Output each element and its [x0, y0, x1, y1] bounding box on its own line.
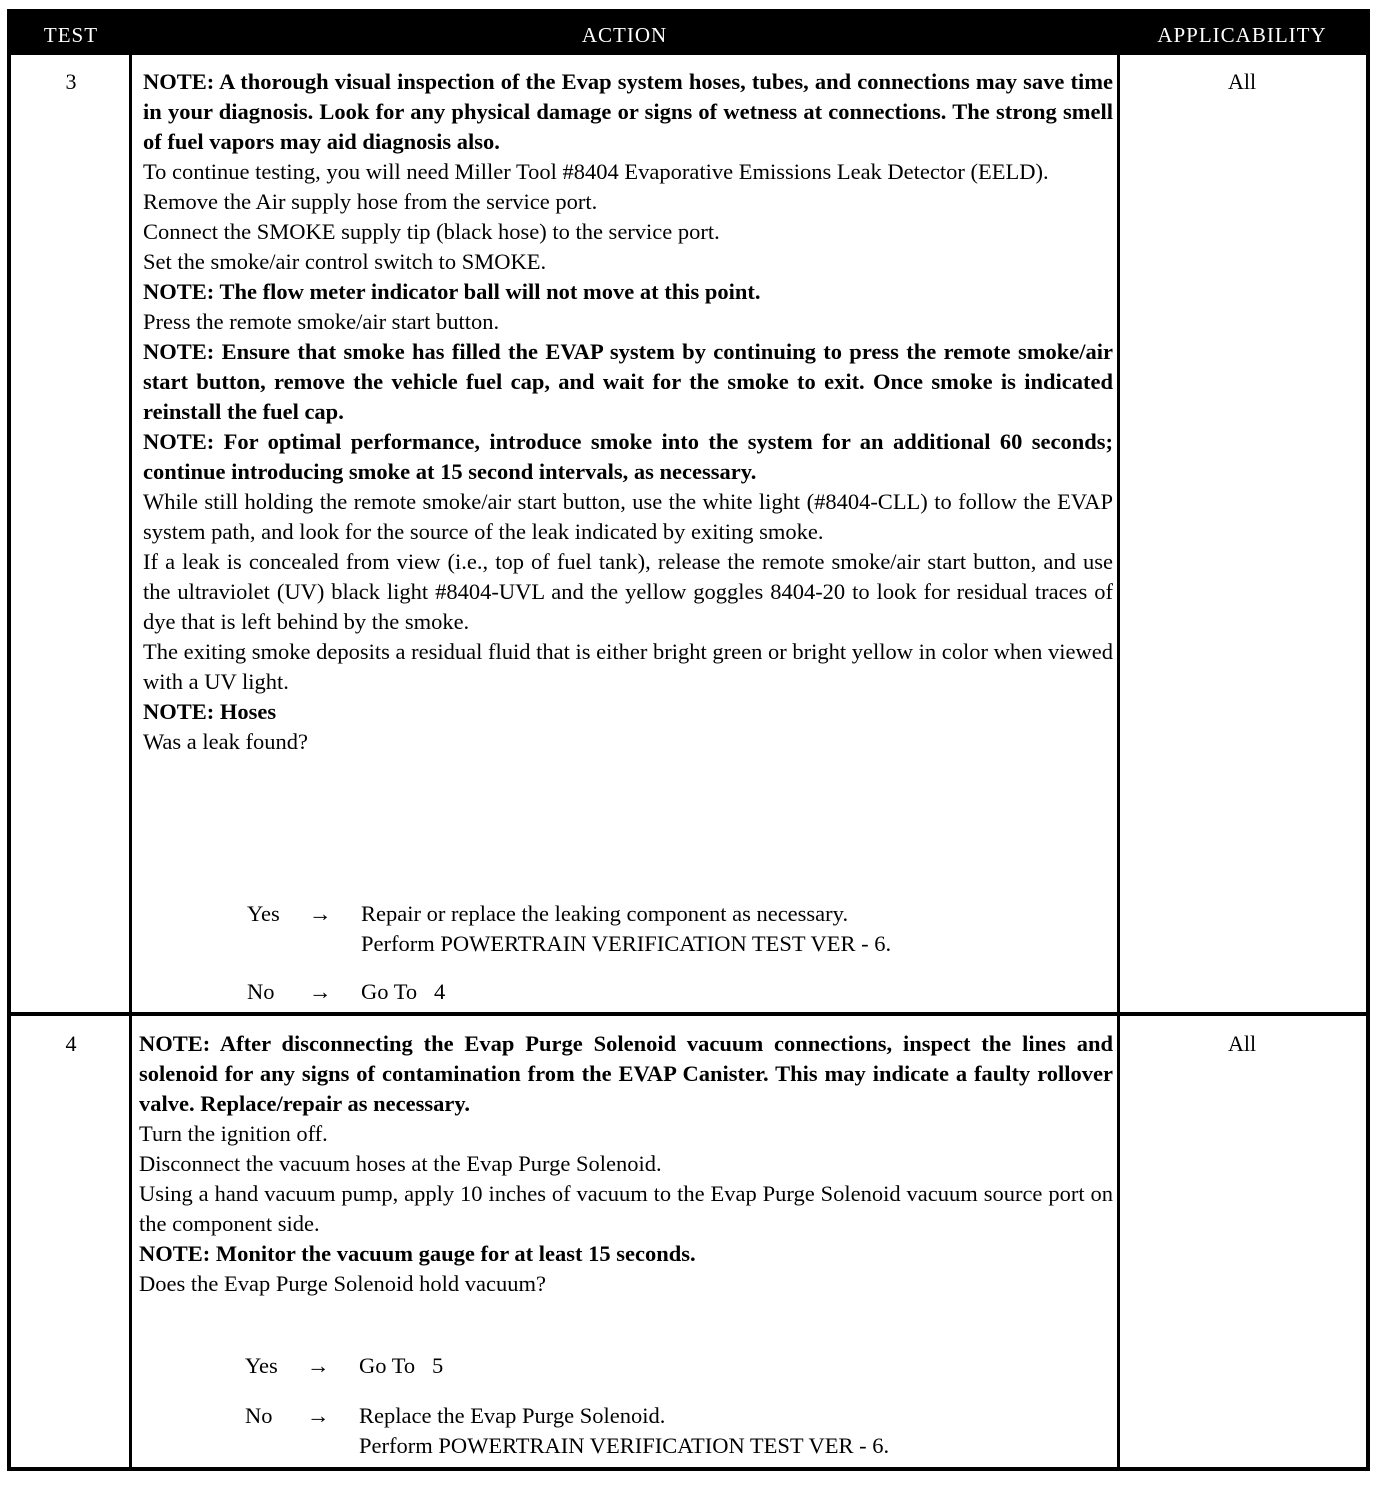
table-header [11, 13, 1366, 55]
result-no [245, 1401, 1105, 1461]
note-line: NOTE: The flow meter indicator ball will not move at this point. [143, 279, 761, 304]
row-divider [11, 1012, 1366, 1016]
instruction-line: Press the remote smoke/air start button. [143, 309, 500, 334]
instruction-line: Remove the Air supply hose from the service port. [143, 189, 598, 214]
result-line: Go To 4 [361, 979, 446, 1004]
instruction-line: While still holding the remote smoke/air start button, use the white light (#8404-CLL) to follow the EVAP system path, and look for the source of the leak indicated by exiting smoke. [143, 489, 1113, 544]
note-line: NOTE: Ensure that smoke has filled the EVAP system by continuing to press the remote smoke/air start button, remove the vehicle fuel cap, and wait for the smoke to exit. Once smoke is indicated reinstall the fuel cap. [143, 339, 1113, 424]
header-action: ACTION [581, 23, 668, 47]
action-text [143, 67, 1113, 757]
result-yes [247, 899, 1107, 959]
result-line: Perform POWERTRAIN VERIFICATION TEST VER - 6. [361, 931, 892, 956]
note-line: NOTE: After disconnecting the Evap Purge Solenoid vacuum connections, inspect the lines and solenoid for any signs of contamination from the EVAP Canister. This may indicate a faulty rollover valve. Replace/repair as necessary. [139, 1031, 1113, 1116]
note-line: NOTE: Hoses [143, 699, 277, 724]
result-line: Perform POWERTRAIN VERIFICATION TEST VER - 6. [359, 1433, 890, 1458]
applicability-value: All [1227, 69, 1257, 94]
result-line: Replace the Evap Purge Solenoid. [359, 1403, 666, 1428]
column-divider [129, 13, 132, 1467]
instruction-line: Disconnect the vacuum hoses at the Evap Purge Solenoid. [139, 1151, 662, 1176]
arrow-icon: → [309, 901, 332, 926]
question-line: Was a leak found? [143, 729, 308, 754]
diagnostic-table [7, 9, 1370, 1471]
column-divider [1117, 13, 1120, 1467]
question-line: Does the Evap Purge Solenoid hold vacuum? [139, 1271, 547, 1296]
answer-label: No [247, 979, 275, 1004]
result-yes [245, 1351, 1105, 1381]
header-applicability: APPLICABILITY [1157, 23, 1327, 47]
test-number: 4 [65, 1031, 77, 1056]
answer-label: No [245, 1403, 273, 1428]
arrow-icon: → [307, 1353, 330, 1378]
instruction-line: The exiting smoke deposits a residual fluid that is either bright green or bright yellow in color when viewed with a UV light. [143, 639, 1113, 694]
action-text [139, 1029, 1113, 1299]
answer-label: Yes [247, 901, 280, 926]
instruction-line: Connect the SMOKE supply tip (black hose) to the service port. [143, 219, 720, 244]
arrow-icon: → [309, 979, 332, 1004]
instruction-line: To continue testing, you will need Miller Tool #8404 Evaporative Emissions Leak Detector (EELD). [143, 159, 1049, 184]
result-line: Go To 5 [359, 1353, 444, 1378]
result-line: Repair or replace the leaking component as necessary. [361, 901, 849, 926]
note-line: NOTE: Monitor the vacuum gauge for at least 15 seconds. [139, 1241, 696, 1266]
header-test: TEST [43, 23, 99, 47]
instruction-line: If a leak is concealed from view (i.e., top of fuel tank), release the remote smoke/air start button, and use the ultraviolet (UV) black light #8404-UVL and the yellow goggles 8404-20 to look for residual traces of dye that is left behind by the smoke. [143, 549, 1113, 634]
note-line: NOTE: A thorough visual inspection of the Evap system hoses, tubes, and connections may save time in your diagnosis. Look for any physical damage or signs of wetness at connections. The strong smell of fuel vapors may aid diagnosis also. [143, 69, 1113, 154]
test-number: 3 [65, 69, 77, 94]
answer-label: Yes [245, 1353, 278, 1378]
result-no [247, 977, 1107, 1007]
instruction-line: Using a hand vacuum pump, apply 10 inches of vacuum to the Evap Purge Solenoid vacuum source port on the component side. [139, 1181, 1113, 1236]
arrow-icon: → [307, 1403, 330, 1428]
instruction-line: Set the smoke/air control switch to SMOKE. [143, 249, 547, 274]
note-line: NOTE: For optimal performance, introduce smoke into the system for an additional 60 seconds; continue introducing smoke at 15 second intervals, as necessary. [143, 429, 1113, 484]
applicability-value: All [1227, 1031, 1257, 1056]
instruction-line: Turn the ignition off. [139, 1121, 328, 1146]
